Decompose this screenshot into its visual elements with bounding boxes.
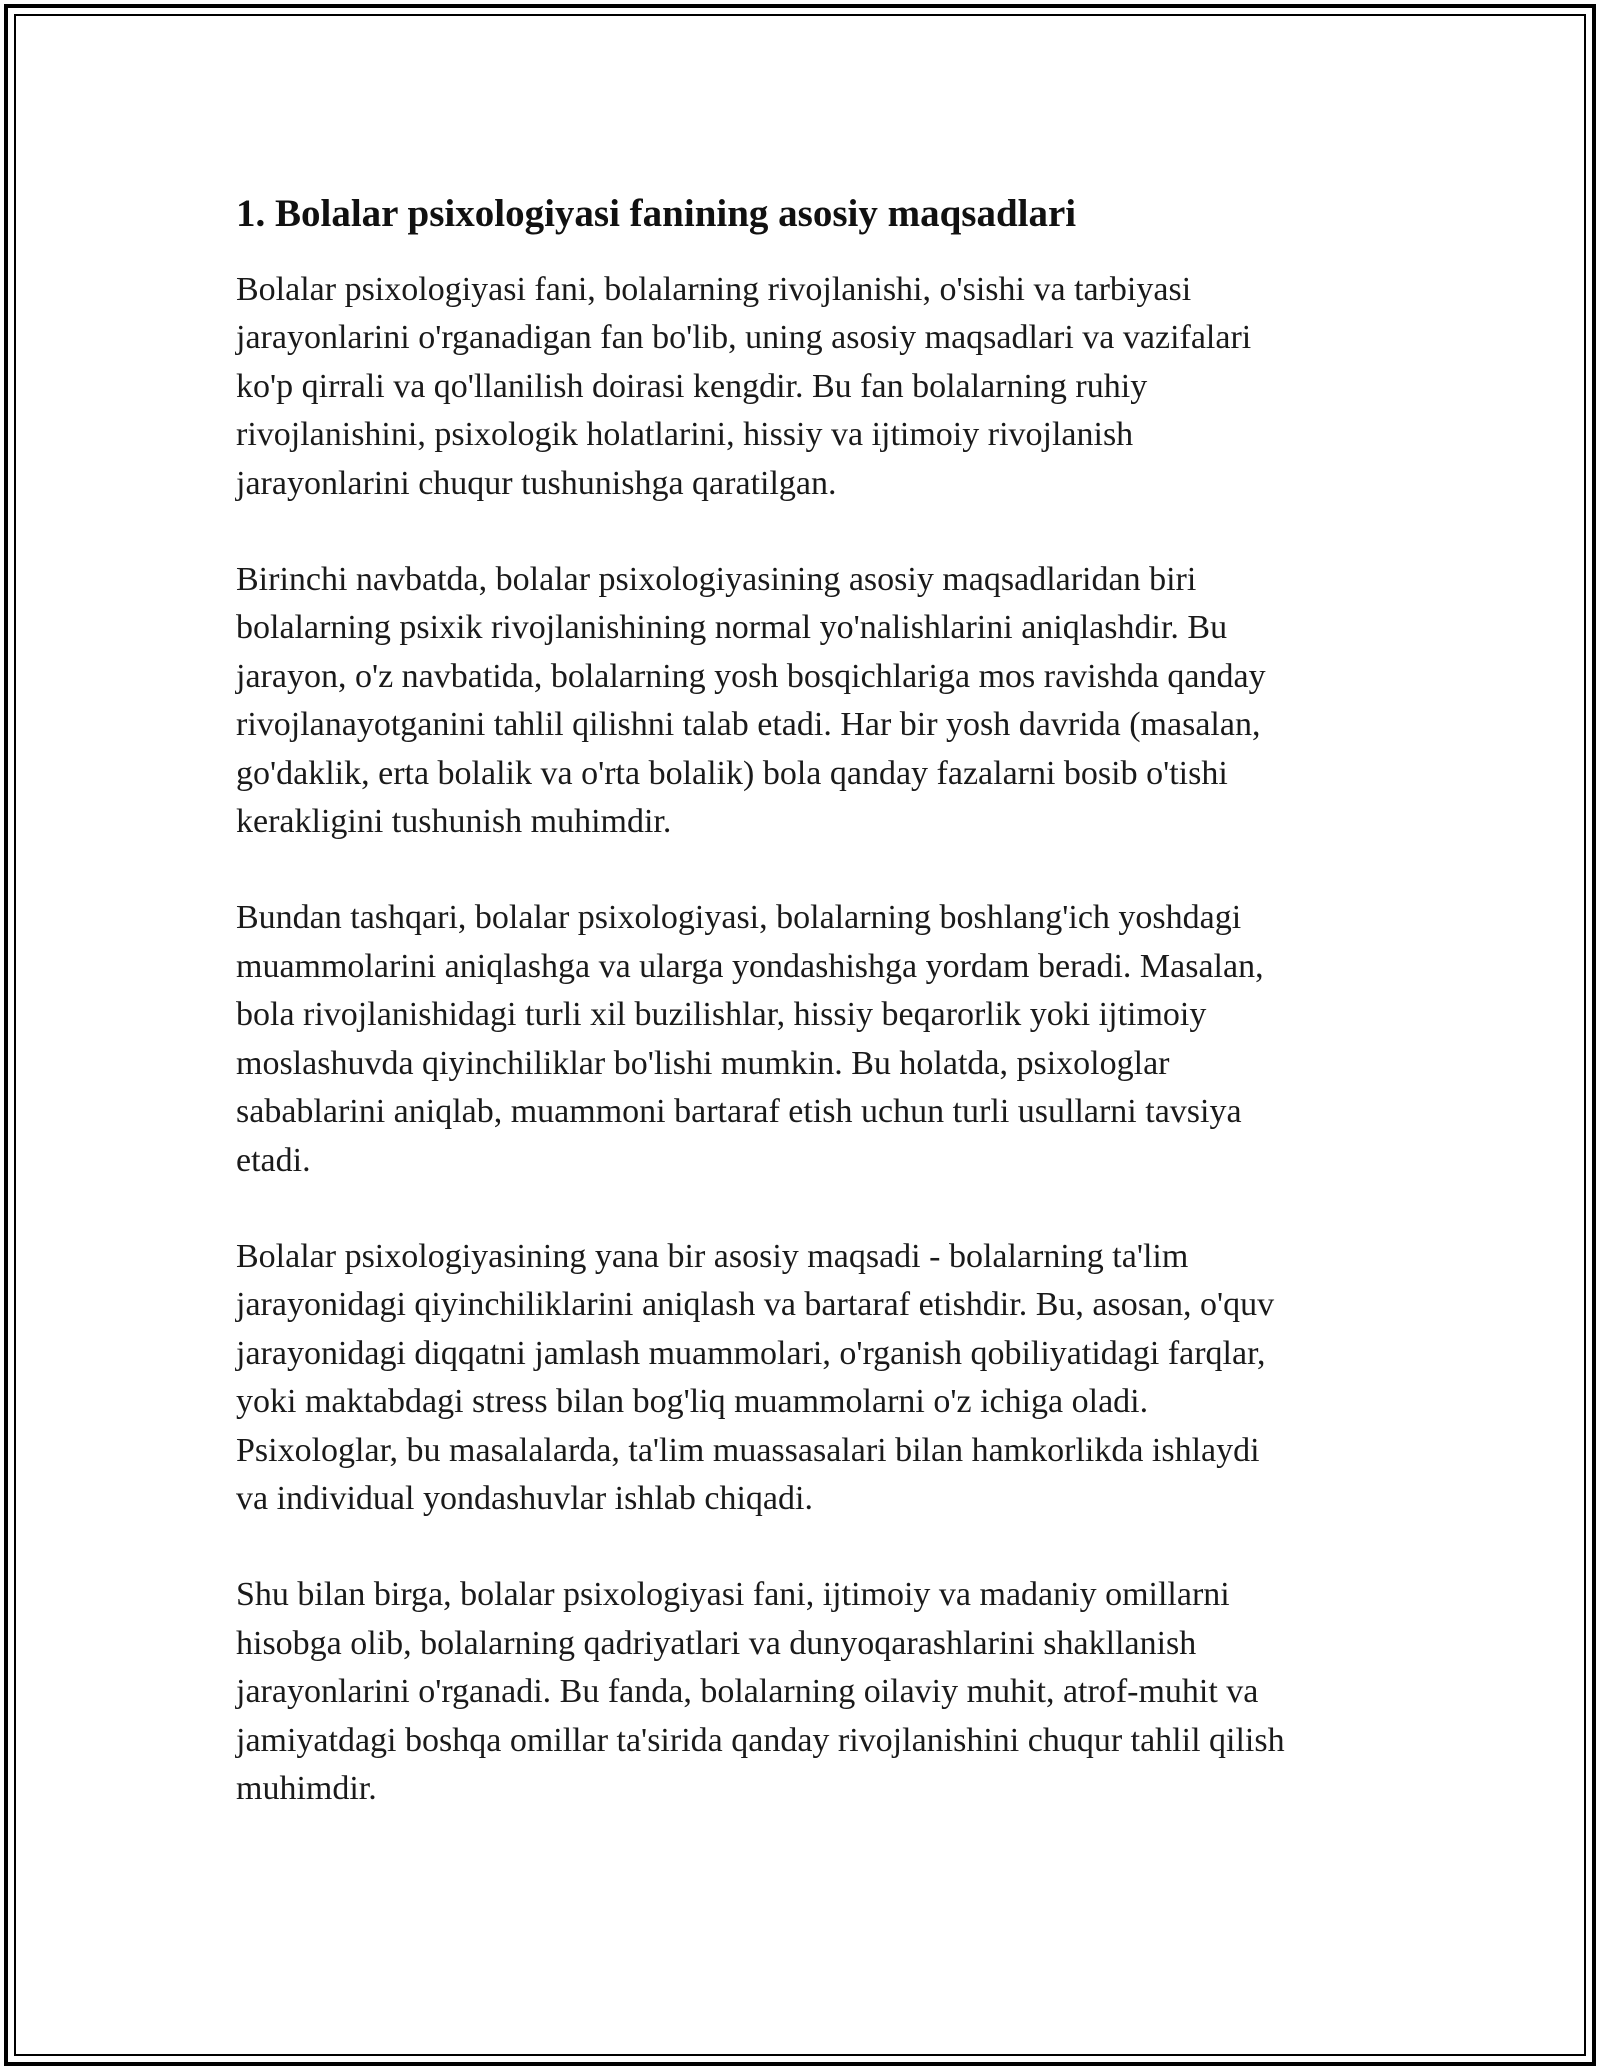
paragraph-5: Shu bilan birga, bolalar psixologiyasi fani, ijtimoiy va madaniy omillarni hisobga olib, bolalarning qadriyatlari va dunyoqarashlarini shakllanish jarayonlarini o'rganadi. Bu fanda, bolalarning oilaviy muhit, atrof-muhit va jamiyatdagi boshqa omillar ta'sirida qanday rivojlanishini chuqur tahlil qilish muhimdir. [236,1576,1285,1807]
section-heading: 1. Bolalar psixologiyasi fanining asosiy maqsadlari [236,192,1077,235]
document-body [236,188,1386,1861]
paragraph-3: Bundan tashqari, bolalar psixologiyasi, bolalarning boshlang'ich yoshdagi muammolarini aniqlashga va ularga yondashishga yordam beradi. Masalan, bola rivojlanishidagi turli xil buzilishlar, hissiy beqarorlik yoki ijtimoiy moslashuvda qiyinchiliklar bo'lishi mumkin. Bu holatda, psixologlar sabablarini aniqlab, muammoni bartaraf etish uchun turli usullarni tavsiya etadi. [236,899,1264,1179]
paragraph-1: Bolalar psixologiyasi fani, bolalarning rivojlanishi, o'sishi va tarbiyasi jarayonlarini o'rganadigan fan bo'lib, uning asosiy maqsadlari va vazifalari ko'p qirrali va qo'llanilish doirasi kengdir. Bu fan bolalarning ruhiy rivojlanishini, psixologik holatlarini, hissiy va ijtimoiy rivojlanish jarayonlarini chuqur tushunishga qaratilgan. [236,271,1252,502]
paragraph-2: Birinchi navbatda, bolalar psixologiyasining asosiy maqsadlaridan biri bolalarning psixik rivojlanishining normal yo'nalishlarini aniqlashdir. Bu jarayon, o'z navbatida, bolalarning yosh bosqichlariga mos ravishda qanday rivojlanayotganini tahlil qilishni talab etadi. Har bir yosh davrida (masalan, go'daklik, erta bolalik va o'rta bolalik) bola qanday fazalarni bosib o'tishi kerakligini tushunish muhimdir. [236,561,1266,841]
paragraph-4: Bolalar psixologiyasining yana bir asosiy maqsadi - bolalarning ta'lim jarayonidagi qiyinchiliklarini aniqlash va bartaraf etishdir. Bu, asosan, o'quv jarayonidagi diqqatni jamlash muammolari, o'rganish qobiliyatidagi farqlar, yoki maktabdagi stress bilan bog'liq muammolarni o'z ichiga oladi. Psixologlar, bu masalalarda, ta'lim muassasalari bilan hamkorlikda ishlaydi va individual yondashuvlar ishlab chiqadi. [236,1237,1275,1517]
